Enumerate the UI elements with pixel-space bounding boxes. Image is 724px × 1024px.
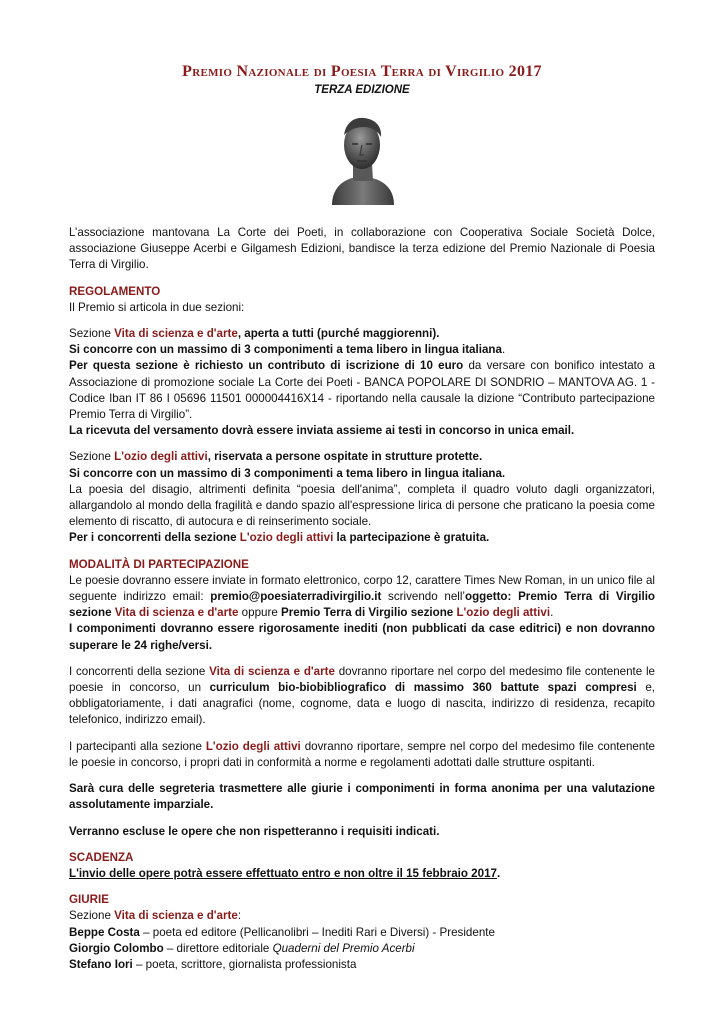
scadenza-heading: SCADENZA [69, 850, 134, 864]
contest-email: premio@poesiaterradivirgilio.it [210, 590, 382, 604]
section2-line: Sezione L'ozio degli attivi, riservata a persone ospitate in strutture protette. [69, 450, 483, 464]
document-page [69, 62, 655, 973]
section1-fee: Per questa sezione è richiesto un contributo di iscrizione di 10 euro da versare con bonifico intestato a Associazione di promozione sociale La Corte dei Poeti - BANCA POPOLARE DI SONDRIO – MANTOVA AG. 1 - Codice Iban IT 86 I 05696 11501 000004416X14 - riportando nella causale la dizione “Contributo partecipazione Premio Terra di Virgilio”. [69, 359, 655, 422]
modalita-paragraph-3: I partecipanti alla sezione L'ozio degli attivi dovranno riportare, sempre nel corpo del medesimo file contenente le poesie in concorso, i propri dati in conformità a norme e regolamenti adottati dalle strutture ospitanti. [69, 739, 655, 769]
section2-description: La poesia del disagio, altrimenti definita “poesia dell'anima”, completa il quadro voluto dagli organizzatori, allargandolo al mondo della fragilità e dando spazio all'espressione lirica di persone che praticano la poesia come elemento di riscatto, di autocura e di reinserimento sociale. [69, 482, 655, 529]
giurie-heading: GIURIE [69, 893, 109, 907]
modalita-exclusion: Verranno escluse le opere che non rispetteranno i requisiti indicati. [69, 824, 440, 838]
giurie-section: Sezione Vita di scienza e d'arte: [69, 909, 242, 923]
scadenza-text: L'invio delle opere potrà essere effettuato entro e non oltre il 15 febbraio 2017. [69, 866, 501, 880]
section2-name: L'ozio degli attivi [114, 450, 208, 464]
section1-rule: Si concorre con un massimo di 3 componimenti a tema libero in lingua italiana. [69, 343, 506, 357]
section1-line: Sezione Vita di scienza e d'arte, aperta a tutti (purché maggiorenni). [69, 327, 440, 341]
modalita-anonymity: Sarà cura delle segreteria trasmettere alle giurie i componimenti in forma anonima per una valutazione assolutamente imparziale. [69, 782, 655, 812]
section1-name: Vita di scienza e d'arte [114, 327, 238, 341]
regolamento-lead: Il Premio si articola in due sezioni: [69, 300, 245, 314]
modalita-unpublished-rule: I componimenti dovranno essere rigorosamente inediti (non pubblicati da case editrici) e non dovranno superare le 24 righe/versi. [69, 622, 655, 652]
section1-receipt: La ricevuta del versamento dovrà essere inviata assieme ai testi in concorso in unica email. [69, 424, 575, 438]
jury-member: Stefano Iori – poeta, scrittore, giornalista professionista [69, 957, 357, 971]
page-subtitle: TERZA EDIZIONE [314, 84, 410, 96]
intro-paragraph: L’associazione mantovana La Corte dei Poeti, in collaborazione con Cooperativa Sociale Società Dolce, associazione Giuseppe Acerbi e Gilgamesh Edizioni, bandisce la terza edizione del Premio Nazionale di Poesia Terra di Virgilio. [69, 226, 655, 272]
jury-member: Giorgio Colombo – direttore editoriale Quaderni del Premio Acerbi [69, 941, 415, 955]
section2-free: Per i concorrenti della sezione L'ozio degli attivi la partecipazione è gratuita. [69, 531, 490, 545]
regolamento-heading: REGOLAMENTO [69, 284, 161, 298]
section2-rule: Si concorre con un massimo di 3 componimenti a tema libero in lingua italiana. [69, 466, 506, 480]
modalita-paragraph-1: Le poesie dovranno essere inviate in formato elettronico, corpo 12, carattere Times New Roman, in un unico file al seguente indirizzo email: premio@poesiaterradivirgilio.it scrivendo nell’oggetto: Premio Terra di Virgilio sezione Vita di scienza e d'arte oppure Premio Terra di Virgilio sezione L'ozio degli attivi. [69, 573, 656, 620]
virgil-bust-image [322, 111, 402, 207]
modalita-heading: MODALITÀ DI PARTECIPAZIONE [69, 557, 249, 571]
modalita-paragraph-2: I concorrenti della sezione Vita di scienza e d'arte dovranno riportare nel corpo del medesimo file contenente le poesie in concorso, un curriculum bio-biobibliografico di massimo 360 battute spazi compresi e, obbligatoriamente, i dati anagrafici (nome, cognome, data e luogo di nascita, indirizzo di residenza, recapito telefonico, indirizzo email). [69, 664, 656, 727]
page-title: Premio Nazionale di Poesia Terra di Virgilio 2017 [182, 63, 542, 80]
jury-member: Beppe Costa – poeta ed editore (Pellicanolibri – Inediti Rari e Diversi) - Presidente [69, 925, 495, 939]
